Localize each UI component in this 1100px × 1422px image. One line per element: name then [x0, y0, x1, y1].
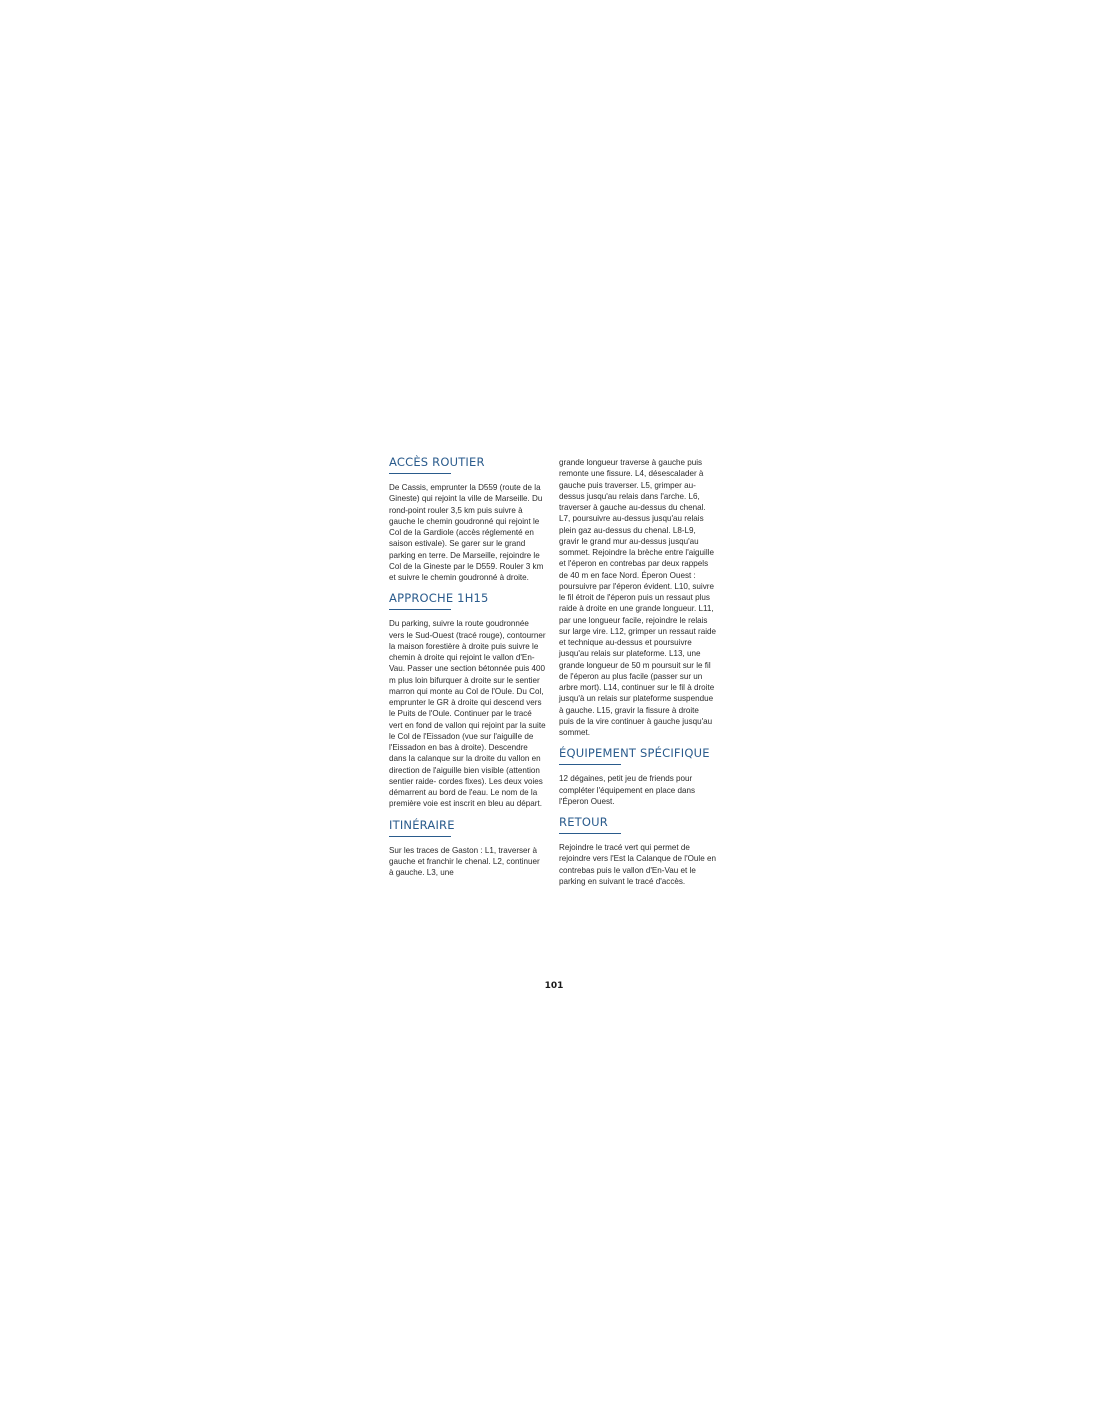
- section-title-equipement: ÉQUIPEMENT SPÉCIFIQUE: [559, 746, 710, 761]
- section-approche: [389, 591, 546, 809]
- section-divider: [559, 764, 621, 765]
- paragraph-itineraire-part2: grande longueur traverse à gauche puis remonte une fissure. L4, désescalader à gauche puis traverser. L5, grimper au-dessus jusqu'au relais dans l'arche. L6, traverser à gauche au-dessus du chenal. L7, poursuivre au-dessus jusqu'au relais plein gaz au-dessus du chenal. L8-L9, gravir le grand mur au-dessus jusqu'au sommet. Rejoindre la brèche entre l'aiguille et l'éperon en contrebas par deux rappels de 40 m en face Nord. Éperon Ouest : poursuivre par l'éperon évident. L10, suivre le fil étroit de l'éperon puis un ressaut plus raide à droite en une grande longueur. L11, par une longueur facile, rejoindre le relais sur large vire. L12, grimper un ressaut raide et technique au-dessus et poursuivre jusqu'au relais sur plateforme. L13, une grande longueur de 50 m poursuit sur le fil de l'éperon au plus facile (passer sur un arbre mort). L14, continuer sur le fil à droite jusqu'à un relais sur plateforme suspendue à gauche. L15, gravir la fissure à droite puis de la vire continuer à gauche jusqu'au sommet.: [559, 458, 717, 737]
- page-number: 101: [544, 981, 564, 991]
- paragraph-equipement: 12 dégaines, petit jeu de friends pour compléter l'équipement en place dans l'Éperon Ouest.: [559, 774, 696, 806]
- paragraph-itineraire-part1: Sur les traces de Gaston : L1, traverser à gauche et franchir le chenal. L2, continuer à gauche. L3, une: [389, 845, 540, 877]
- section-retour: [559, 815, 716, 887]
- section-divider: [389, 473, 451, 474]
- section-title-acces-routier: ACCÈS ROUTIER: [389, 455, 485, 469]
- left-column: [389, 455, 546, 886]
- paragraph-retour: Rejoindre le tracé vert qui permet de rejoindre vers l'Est la Calanque de l'Oule en contrebas puis le vallon d'En-Vau et le parking en suivant le tracé d'accès.: [559, 843, 716, 886]
- paragraph-approche: Du parking, suivre la route goudronnée vers le Sud-Ouest (tracé rouge), contourner la maison forestière à droite puis suivre le chemin à droite qui rejoint le vallon d'En-Vau. Passer une section bétonnée puis 400 m plus loin bifurquer à droite sur le sentier marron qui monte au Col de l'Oule. Du Col, emprunter le GR à droite qui descend vers le Puits de l'Oule. Continuer par le tracé vert en fond de vallon qui rejoint par la suite le Col de l'Eissadon (vue sur l'aiguille de l'Eissadon en bas à droite). Descendre dans la calanque sur la droite du vallon en direction de l'aiguille bien visible (attention sentier raide- cordes fixes). Les deux voies démarrent au bord de l'eau. Le nom de la première voie est inscrit en bleu au départ.: [389, 619, 546, 809]
- guidebook-page: [389, 455, 719, 1000]
- section-acces-routier: [389, 455, 546, 583]
- section-divider: [389, 609, 451, 610]
- paragraph-acces-routier: De Cassis, emprunter la D559 (route de la Gineste) qui rejoint la ville de Marseille. Du rond-point rouler 3,5 km puis suivre à gauche le chemin goudronné qui rejoint le Col de la Gardiole (accès réglementé en saison estivale). Se garer sur le grand parking en terre. De Marseille, rejoindre le Col de la Gineste par le D559. Rouler 3 km et suivre le chemin goudronné à droite.: [389, 483, 544, 582]
- section-itineraire: [389, 818, 546, 879]
- right-column: [559, 455, 716, 895]
- section-title-approche: APPROCHE 1H15: [389, 591, 489, 606]
- section-divider: [389, 836, 451, 837]
- section-equipement: [559, 746, 716, 807]
- section-divider: [559, 833, 621, 834]
- section-title-retour: RETOUR: [559, 815, 608, 829]
- section-title-itineraire: ITINÉRAIRE: [389, 817, 455, 832]
